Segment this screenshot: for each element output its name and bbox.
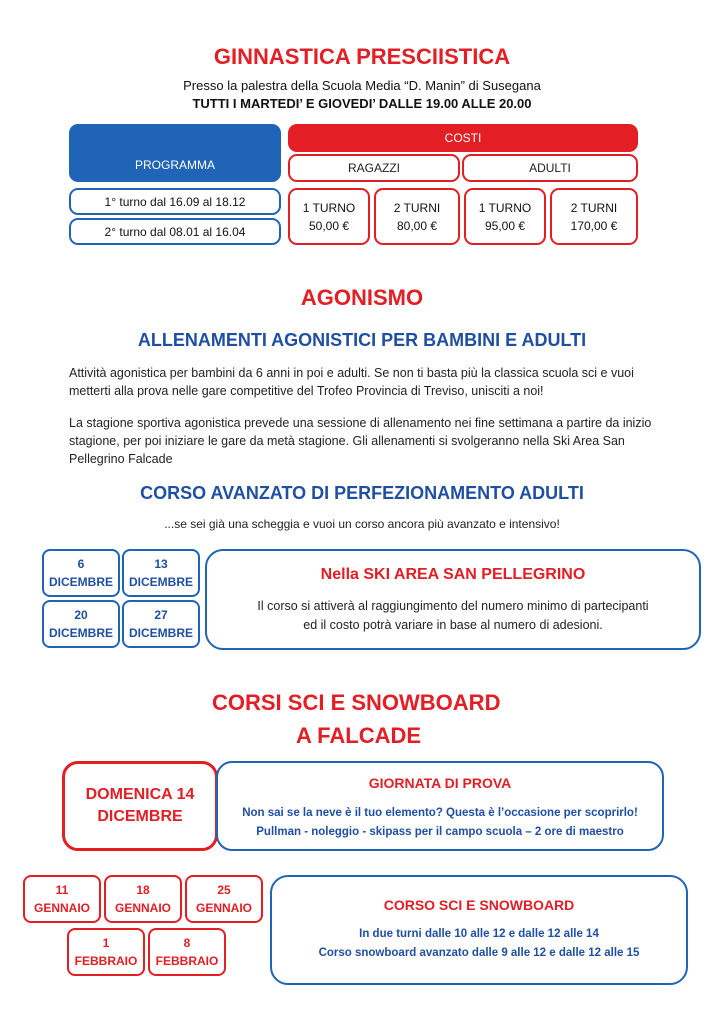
turno-2 <box>69 218 281 245</box>
giornata-prova-line-2: Pullman - noleggio - skipass per il campo scuola – 2 ore di maestro <box>256 826 624 838</box>
price-cell <box>464 188 546 245</box>
ski-area-box <box>205 549 701 650</box>
date-month: FEBBRAIO <box>74 954 138 968</box>
ski-area-text <box>217 597 689 635</box>
corso-sci-line-2: Corso snowboard avanzato dalle 9 alle 12 e dalle 12 alle 15 <box>318 947 640 959</box>
price-value: 80,00 € <box>396 218 438 233</box>
date-month: GENNAIO <box>195 901 252 915</box>
corsi-title-line-2: A FALCADE <box>296 723 422 748</box>
price-cell <box>288 188 370 245</box>
date-day: 20 <box>74 608 88 622</box>
date-day: 11 <box>55 883 69 897</box>
date-badge <box>122 549 200 597</box>
ginnastica-location: Presso la palestra della Scuola Media “D. Manin” di Susegana <box>183 78 541 93</box>
price-value: 50,00 € <box>308 218 350 233</box>
date-badge <box>148 928 226 976</box>
adulti-label: ADULTI <box>529 161 571 175</box>
date-day: 18 <box>136 883 150 897</box>
date-badge <box>185 875 263 923</box>
date-badge <box>104 875 182 923</box>
date-month: DICEMBRE <box>128 575 193 589</box>
domenica-line-2: DICEMBRE <box>97 808 183 825</box>
giornata-prova-title: GIORNATA DI PROVA <box>368 775 512 791</box>
date-badge <box>67 928 145 976</box>
date-month: DICEMBRE <box>128 626 193 640</box>
agonismo-title: AGONISMO <box>300 285 424 310</box>
date-month: GENNAIO <box>33 901 90 915</box>
turno-1 <box>69 188 281 215</box>
ragazzi-header <box>288 154 460 182</box>
giornata-prova-box <box>216 761 664 851</box>
ginnastica-schedule: TUTTI I MARTEDI’ E GIOVEDI’ DALLE 19.00 ALLE 20.00 <box>192 96 532 111</box>
domenica-badge <box>62 761 218 851</box>
adulti-header <box>462 154 638 182</box>
ski-area-text-line-1: Il corso si attiverà al raggiungimento del numero minimo di partecipanti <box>257 599 649 613</box>
price-label: 2 TURNI <box>570 200 618 215</box>
corso-sci-box <box>270 875 688 985</box>
date-badge <box>23 875 101 923</box>
corso-sci-text <box>278 925 680 963</box>
date-month: FEBBRAIO <box>155 954 219 968</box>
date-day: 25 <box>217 883 231 897</box>
price-value: 95,00 € <box>484 218 526 233</box>
ginnastica-title: GINNASTICA PRESCIISTICA <box>213 44 511 69</box>
ragazzi-label: RAGAZZI <box>347 161 400 175</box>
date-day: 13 <box>154 557 168 571</box>
price-label: 1 TURNO <box>478 200 532 215</box>
price-label: 2 TURNI <box>393 200 441 215</box>
costi-header <box>288 124 638 152</box>
corso-sci-line-1: In due turni dalle 10 alle 12 e dalle 12 alle 14 <box>359 928 599 940</box>
costi-label: COSTI <box>444 131 482 145</box>
ski-area-text-line-2: ed il costo potrà variare in base al numero di adesioni. <box>303 618 603 632</box>
date-badge <box>42 600 120 648</box>
date-day: 27 <box>154 608 168 622</box>
programma-header <box>69 124 281 182</box>
agonismo-paragraph-2: La stagione sportiva agonistica prevede una sessione di allenamento nei fine settimana a partire da inizio stagione, per poi iniziare le gare da metà stagione. Gli allenamenti si svolgeranno nella Ski Area San Pellegrino Falcade <box>69 416 652 466</box>
domenica-line-1: DOMENICA 14 <box>85 786 195 803</box>
date-month: GENNAIO <box>114 901 171 915</box>
corsi-title-line-1: CORSI SCI E SNOWBOARD <box>212 690 501 715</box>
corso-avanzato-title: CORSO AVANZATO DI PERFEZIONAMENTO ADULTI <box>140 483 584 503</box>
date-badge <box>42 549 120 597</box>
date-day: 8 <box>183 936 191 950</box>
date-month: DICEMBRE <box>48 575 113 589</box>
date-day: 6 <box>77 557 85 571</box>
giornata-prova-line-1: Non sai se la neve è il tuo elemento? Questa è l’occasione per scoprirlo! <box>242 807 638 819</box>
corso-avanzato-tagline: ...se sei già una scheggia e vuoi un corso ancora più avanzato e intensivo! <box>164 517 560 531</box>
ski-area-title: Nella SKI AREA SAN PELLEGRINO <box>320 566 586 583</box>
price-label: 1 TURNO <box>302 200 356 215</box>
giornata-prova-text <box>224 804 656 842</box>
price-cell <box>374 188 460 245</box>
allenamenti-subtitle: ALLENAMENTI AGONISTICI PER BAMBINI E ADULTI <box>137 330 587 350</box>
turno-2-text: 2° turno dal 08.01 al 16.04 <box>104 224 246 239</box>
date-month: DICEMBRE <box>48 626 113 640</box>
date-day: 1 <box>102 936 110 950</box>
agonismo-paragraph-1: Attività agonistica per bambini da 6 anni in poi e adulti. Se non ti basta più la classica scuola sci e vuoi metterti alla prova nelle gare competitive del Trofeo Provincia di Treviso, unisciti a noi! <box>69 366 634 398</box>
price-cell <box>550 188 638 245</box>
price-value: 170,00 € <box>570 218 618 233</box>
turno-1-text: 1° turno dal 16.09 al 18.12 <box>104 194 246 209</box>
date-badge <box>122 600 200 648</box>
programma-label: PROGRAMMA <box>134 158 215 172</box>
corso-sci-title: CORSO SCI E SNOWBOARD <box>383 897 575 913</box>
